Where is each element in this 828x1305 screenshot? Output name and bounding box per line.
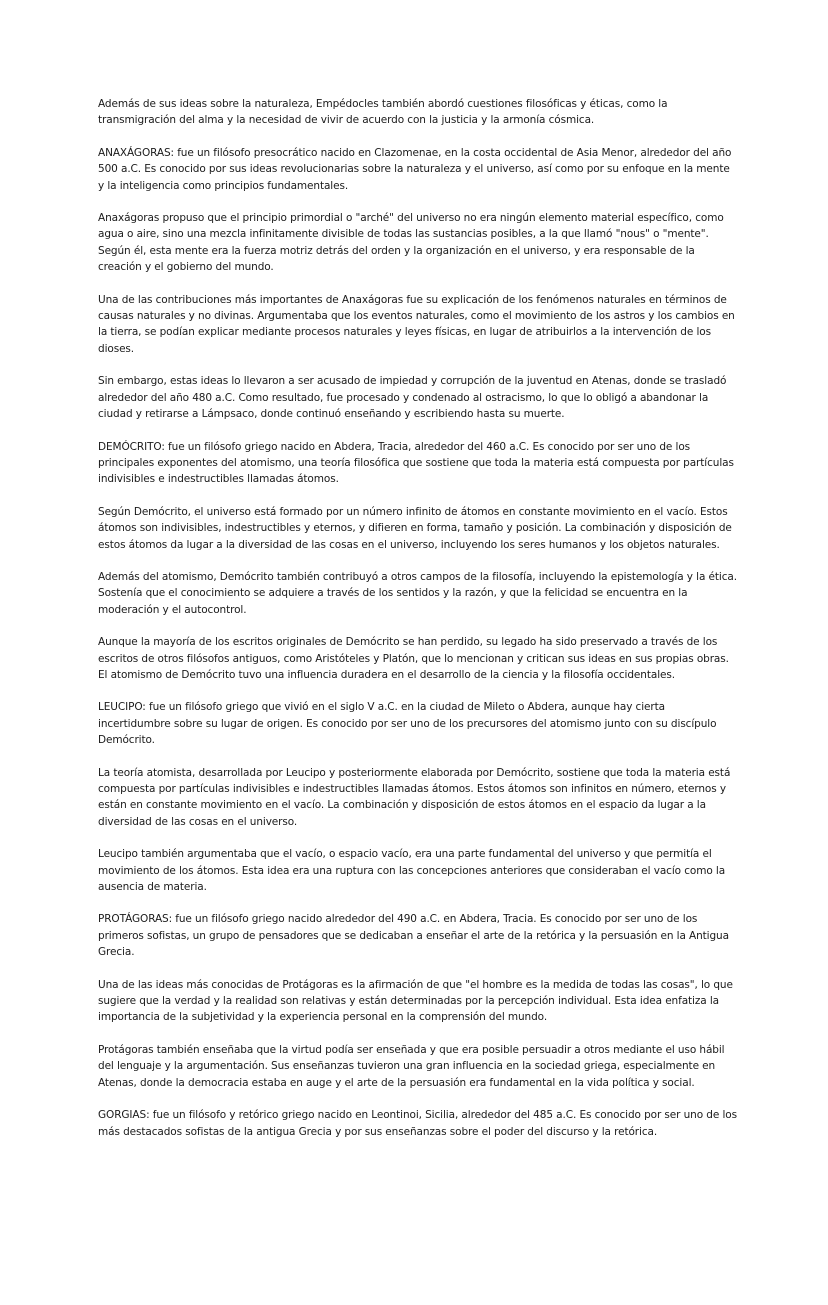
paragraph: LEUCIPO: fue un filósofo griego que vivió en el siglo V a.C. en la ciudad de Mileto o Abdera, aunque hay cierta incertidumbre sobre su lugar de origen. Es conocido por ser uno de los precursores del atomismo junto con su discípulo Demócrito. xyxy=(98,701,717,747)
paragraph: GORGIAS: fue un filósofo y retórico griego nacido en Leontinoi, Sicilia, alrededor del 485 a.C. Es conocido por ser uno de los más destacados sofistas de la antigua Grecia y por sus enseñanzas sobre el poder del discurso y la retórica. xyxy=(98,1109,737,1138)
paragraph: Según Demócrito, el universo está formado por un número infinito de átomos en constante movimiento en el vacío. Estos átomos son indivisibles, indestructibles y eternos, y difieren en forma, tamaño y posición. La combinación y disposición de estos átomos da lugar a la diversidad de las cosas en el universo, incluyendo los seres humanos y los objetos naturales. xyxy=(98,505,732,551)
paragraph: Leucipo también argumentaba que el vacío, o espacio vacío, era una parte fundamental del universo y que permitía el movimiento de los átomos. Esta idea era una ruptura con las concepciones anteriores que consideraban el vacío como la ausencia de materia. xyxy=(98,848,726,894)
paragraph: Además del atomismo, Demócrito también contribuyó a otros campos de la filosofía, incluyendo la epistemología y la ética. Sostenía que el conocimiento se adquiere a través de los sentidos y la razón, y que la felicidad se encuentra en la moderación y el autocontrol. xyxy=(98,570,737,616)
paragraph: Anaxágoras propuso que el principio primordial o "arché" del universo no era ningún elemento material específico, como agua o aire, sino una mezcla infinitamente divisible de todas las sustancias posibles, a la que llamó "nous" o "mente". Según él, esta mente era la fuerza motriz detrás del orden y la organización en el universo, y era responsable de la creación y el gobierno del mundo. xyxy=(98,212,724,274)
paragraph: ANAXÁGORAS: fue un filósofo presocrático nacido en Clazomenae, en la costa occidental de Asia Menor, alrededor del año 500 a.C. Es conocido por sus ideas revolucionarias sobre la naturaleza y el universo, así como por su enfoque en la mente y la inteligencia como principios fundamentales. xyxy=(98,146,732,192)
document-body xyxy=(98,96,738,1156)
paragraph: Una de las ideas más conocidas de Protágoras es la afirmación de que "el hombre es la medida de todas las cosas", lo que sugiere que la verdad y la realidad son relativas y están determinadas por la percepción individual. Esta idea enfatiza la importancia de la subjetividad y la experiencia personal en la comprensión del mundo. xyxy=(98,978,733,1024)
paragraph: DEMÓCRITO: fue un filósofo griego nacido en Abdera, Tracia, alrededor del 460 a.C. Es conocido por ser uno de los principales exponentes del atomismo, una teoría filosófica que sostiene que toda la materia está compuesta por partículas indivisibles e indestructibles llamadas átomos. xyxy=(98,440,734,486)
paragraph: PROTÁGORAS: fue un filósofo griego nacido alrededor del 490 a.C. en Abdera, Tracia. Es conocido por ser uno de los primeros sofistas, un grupo de pensadores que se dedicaban a enseñar el arte de la retórica y la persuasión en la Antigua Grecia. xyxy=(98,913,729,959)
paragraph: Protágoras también enseñaba que la virtud podía ser enseñada y que era posible persuadir a otros mediante el uso hábil del lenguaje y la argumentación. Sus enseñanzas tuvieron una gran influencia en la sociedad griega, especialmente en Atenas, donde la democracia estaba en auge y el arte de la persuasión era fundamental en la vida política y social. xyxy=(98,1043,725,1089)
paragraph: Una de las contribuciones más importantes de Anaxágoras fue su explicación de los fenómenos naturales en términos de causas naturales y no divinas. Argumentaba que los eventos naturales, como el movimiento de los astros y los cambios en la tierra, se podían explicar mediante procesos naturales y leyes físicas, en lugar de atribuirlos a la intervención de los dioses. xyxy=(98,293,735,355)
paragraph: La teoría atomista, desarrollada por Leucipo y posteriormente elaborada por Demócrito, sostiene que toda la materia está compuesta por partículas indivisibles e indestructibles llamadas átomos. Estos átomos son infinitos en número, eternos y están en constante movimiento en el vacío. La combinación y disposición de estos átomos en el espacio da lugar a la diversidad de las cosas en el universo. xyxy=(98,766,731,828)
paragraph: Además de sus ideas sobre la naturaleza, Empédocles también abordó cuestiones filosóficas y éticas, como la transmigración del alma y la necesidad de vivir de acuerdo con la justicia y la armonía cósmica. xyxy=(98,98,668,127)
paragraph: Sin embargo, estas ideas lo llevaron a ser acusado de impiedad y corrupción de la juventud en Atenas, donde se trasladó alrededor del año 480 a.C. Como resultado, fue procesado y condenado al ostracismo, lo que lo obligó a abandonar la ciudad y retirarse a Lámpsaco, donde continuó enseñando y escribiendo hasta su muerte. xyxy=(98,375,727,421)
paragraph: Aunque la mayoría de los escritos originales de Demócrito se han perdido, su legado ha sido preservado a través de los escritos de otros filósofos antiguos, como Aristóteles y Platón, que lo mencionan y critican sus ideas en sus propias obras. El atomismo de Demócrito tuvo una influencia duradera en el desarrollo de la ciencia y la filosofía occidentales. xyxy=(98,636,729,681)
